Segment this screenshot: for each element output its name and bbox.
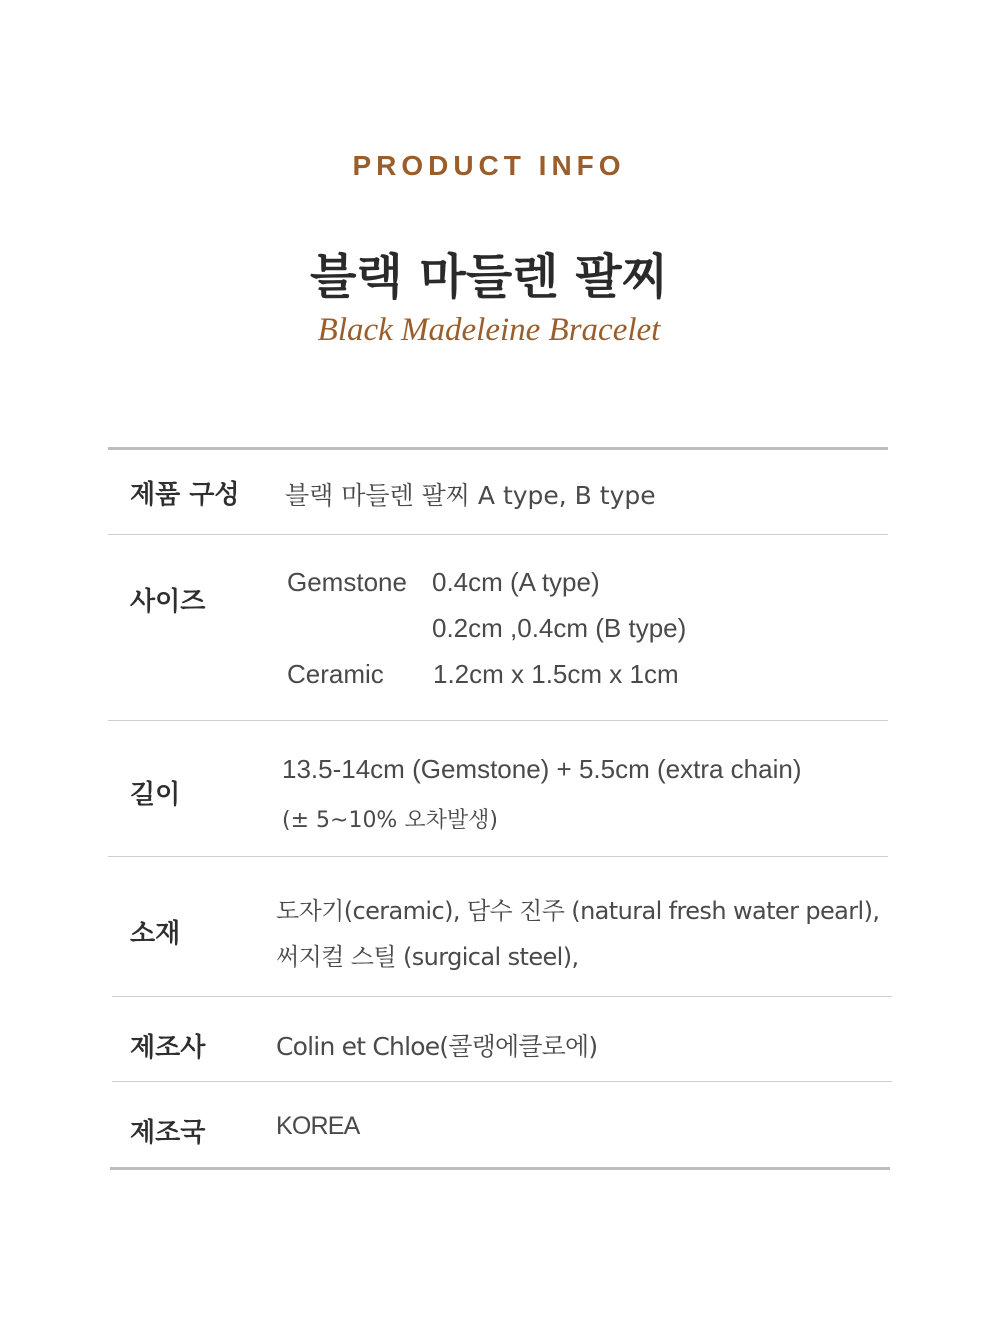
row-label-composition: 제품 구성: [130, 480, 240, 510]
row-label-material: 소재: [130, 919, 181, 949]
row-divider: [108, 720, 888, 721]
row-divider: [112, 996, 892, 997]
row-label-length: 길이: [130, 780, 181, 810]
table-bottom-rule: [110, 1167, 890, 1170]
product-title-english: Black Madeleine Bracelet: [317, 312, 661, 348]
row-value-country: KOREA: [276, 1112, 360, 1140]
row-note-length: (± 5~10% 오차발생): [282, 808, 498, 833]
row-value-composition: 블랙 마들렌 팔찌 A type, B type: [285, 481, 656, 510]
section-eyebrow: PRODUCT INFO: [352, 150, 626, 181]
product-title-korean: 블랙 마들렌 팔찌: [310, 249, 668, 305]
row-label-manufacturer: 제조사: [130, 1033, 206, 1063]
row-divider: [108, 856, 888, 857]
row-value-material-line2: 써지컬 스틸 (surgical steel),: [276, 943, 579, 971]
row-value-manufacturer: Colin et Chloe(콜랭에클로에): [276, 1032, 598, 1061]
row-label-size: 사이즈: [130, 587, 206, 617]
row-label-country: 제조국: [130, 1118, 206, 1148]
size-gemstone-label: Gemstone: [287, 567, 407, 597]
row-divider: [112, 1081, 892, 1082]
size-ceramic-label: Ceramic: [287, 659, 384, 689]
table-top-rule: [108, 447, 888, 450]
size-gemstone-b-value: 0.2cm ,0.4cm (B type): [432, 613, 687, 643]
row-value-material-line1: 도자기(ceramic), 담수 진주 (natural fresh water pearl),: [276, 897, 880, 925]
row-divider: [108, 534, 888, 535]
size-gemstone-a-value: 0.4cm (A type): [432, 567, 600, 597]
row-value-length: 13.5-14cm (Gemstone) + 5.5cm (extra chain): [282, 754, 802, 784]
size-ceramic-value: 1.2cm x 1.5cm x 1cm: [433, 659, 679, 689]
